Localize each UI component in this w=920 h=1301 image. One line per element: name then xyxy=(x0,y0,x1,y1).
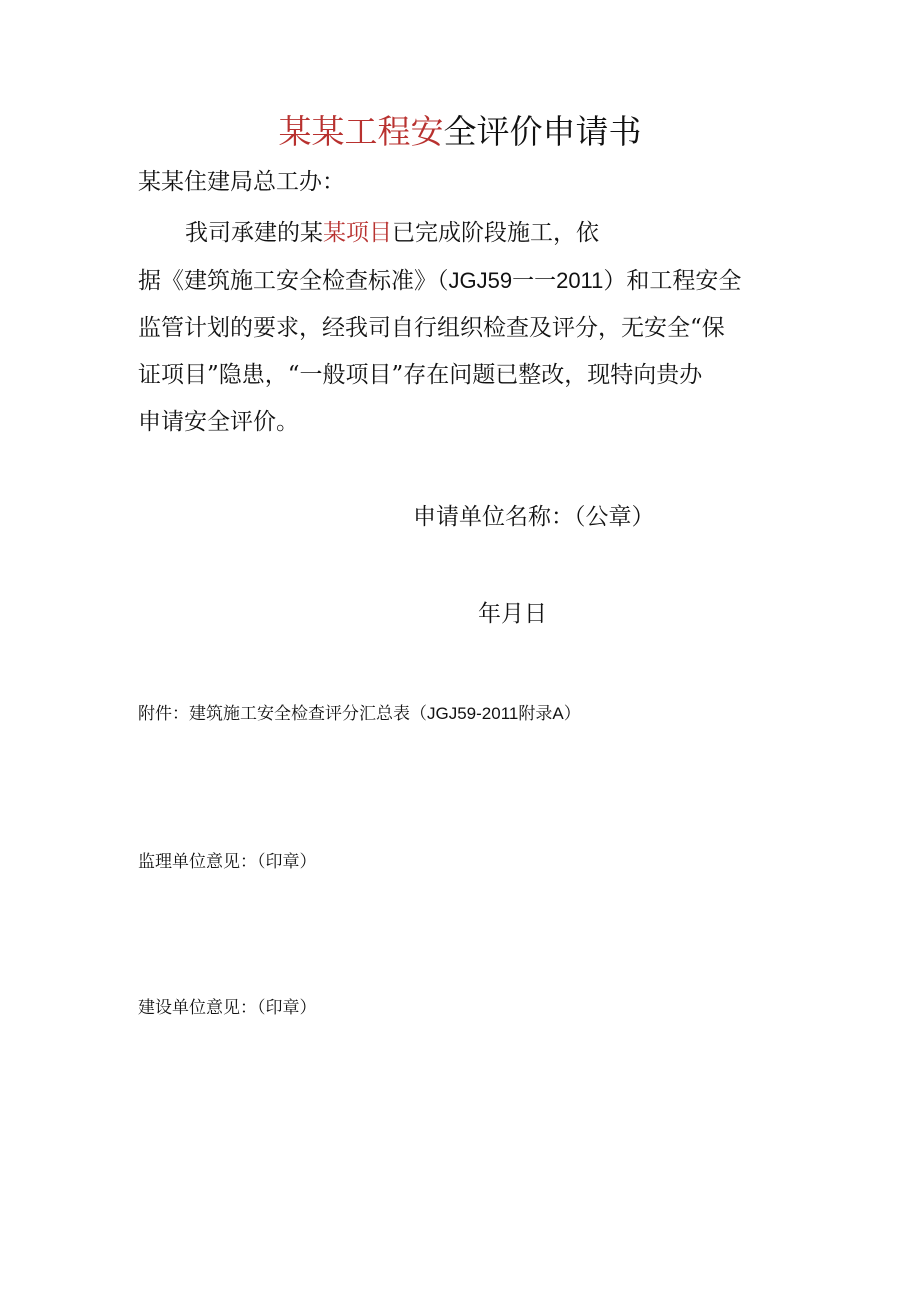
supervision-opinion: 监理单位意见：（印章） xyxy=(138,852,317,872)
applicant-signature-line: 申请单位名称：（公章） xyxy=(413,504,655,530)
attachment-note xyxy=(138,701,581,727)
body-line-2-b: ）和工程安全 xyxy=(603,268,742,294)
body-paragraph xyxy=(138,210,788,446)
project-name: 某项目 xyxy=(323,220,392,246)
body-line-4: 证项目”隐患，“一般项目”存在问题已整改，现特向贵办 xyxy=(138,362,703,388)
title-black-part: 全评价申请书 xyxy=(443,112,642,151)
body-line-2-a: 据《建筑施工安全检查标准》（ xyxy=(138,268,449,294)
body-line-2 xyxy=(138,257,788,305)
document-title xyxy=(0,108,920,156)
attachment-code: JGJ59-2011 xyxy=(427,704,519,723)
date-line: 年月日 xyxy=(478,601,547,627)
standard-code: JGJ59一一2011 xyxy=(448,268,604,293)
attachment-prefix: 附件：建筑施工安全检查评分汇总表（ xyxy=(138,704,427,724)
addressee: 某某住建局总工办： xyxy=(138,169,345,195)
body-line-1-a: 我司承建的某 xyxy=(185,220,323,246)
body-line-3: 监管计划的要求，经我司自行组织检查及评分，无安全“保 xyxy=(138,315,725,341)
body-line-1 xyxy=(138,210,788,257)
title-red-part: 某某工程安 xyxy=(278,112,444,151)
construction-opinion: 建设单位意见：（印章） xyxy=(138,998,317,1018)
body-line-1-b: 已完成阶段施工，依 xyxy=(392,220,599,246)
attachment-suffix: 附录A） xyxy=(518,704,581,723)
body-line-5: 申请安全评价。 xyxy=(138,409,299,435)
